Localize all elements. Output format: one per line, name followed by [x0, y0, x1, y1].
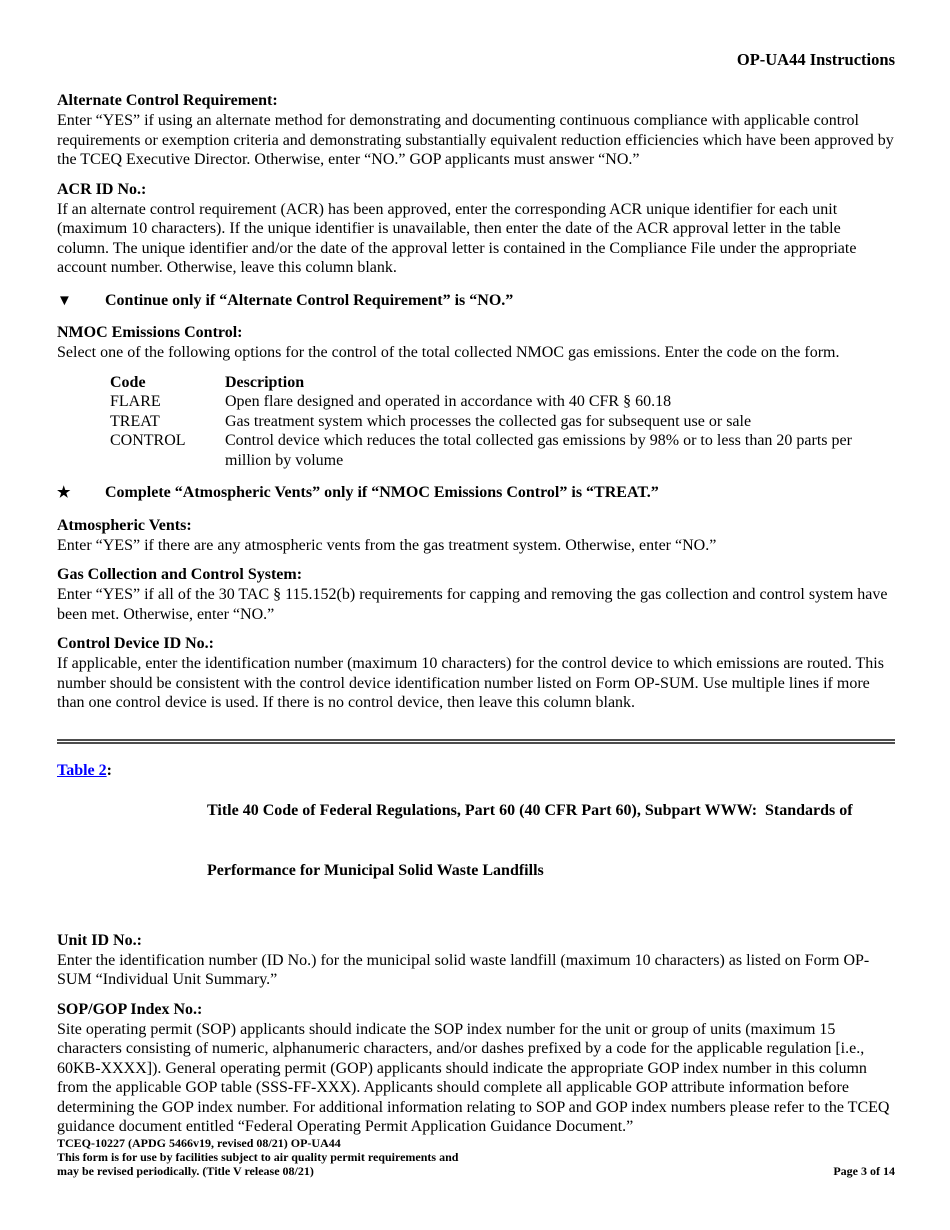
gas-collection-body: Enter “YES” if all of the 30 TAC § 115.152(b) requirements for capping and removing the gas collection and control system have been met. Otherwise, enter “NO.”: [57, 586, 888, 623]
control-device-heading: Control Device ID No.:: [57, 635, 215, 653]
unit-id-body: Enter the identification number (ID No.) for the municipal solid waste landfill (maximum 10 characters) as listed on Form OP-SUM “Individual Unit Summary.”: [57, 951, 870, 989]
continue-note: [57, 291, 895, 311]
table-row: [110, 431, 895, 470]
table2-link[interactable]: Table 2: [57, 761, 107, 779]
unit-id-heading: Unit ID No.:: [57, 931, 142, 949]
sop-gop-body: Site operating permit (SOP) applicants should indicate the SOP index number for the unit or group of units (maximum 15 characters consisting of numeric, alphanumeric characters, and/or dashes prefixed by a code for the applicable regulation [i.e., 60KB-XXXX]). General operating permit (GOP) applicants should indicate the appropriate GOP index number in this column from the applicable GOP table (SSS-FF-XXX). Applicants should complete all applicable GOP attribute information before determining the GOP index number. For additional information relating to SOP and GOP index numbers please refer to the TCEQ guidance document entitled “Federal Operating Permit Application Guidance Document.”: [57, 1020, 890, 1136]
section-unit-id: [57, 931, 895, 990]
description-cell: Open flare designed and operated in accordance with 40 CFR § 60.18: [225, 393, 672, 411]
triangle-down-icon: ▼: [57, 292, 72, 309]
code-cell: TREAT: [110, 412, 160, 430]
description-column-header: Description: [225, 373, 305, 391]
nmoc-heading: NMOC Emissions Control:: [57, 324, 243, 342]
code-cell: CONTROL: [110, 432, 186, 450]
section-alternate-control: [57, 91, 895, 170]
table2-title: [207, 761, 853, 921]
code-column-header: Code: [110, 373, 146, 391]
star-note: [57, 483, 895, 503]
section-control-device: [57, 634, 895, 713]
section-sop-gop: [57, 1000, 895, 1137]
table2-label: [57, 761, 207, 921]
footer-revision-line: may be revised periodically. (Title V release 08/21): [57, 1164, 314, 1178]
alternate-control-body: Enter “YES” if using an alternate method for demonstrating and documenting continuous compliance with applicable control requirements or exemption criteria and demonstrating substantially equivalent reduction efficiencies which have been approved by the TCEQ Executive Director. Otherwise, enter “NO.” GOP applicants must answer “NO.”: [57, 112, 894, 169]
nmoc-body: Select one of the following options for the control of the total collected NMOC gas emissions. Enter the code on the form.: [57, 344, 840, 362]
table-row: [110, 392, 895, 412]
page-footer: [57, 1136, 895, 1178]
control-device-body: If applicable, enter the identification number (maximum 10 characters) for the control device to which emissions are routed. This number should be consistent with the control device identification number listed on Form OP-SUM. Use multiple lines if more than one control device is used. If there is no control device, then leave this column blank.: [57, 655, 884, 712]
star-note-text: Complete “Atmospheric Vents” only if “NMOC Emissions Control” is “TREAT.”: [105, 484, 659, 502]
nmoc-code-table: [57, 373, 895, 471]
table2-heading: [57, 761, 895, 921]
star-icon: ★: [57, 485, 71, 502]
section-atmospheric-vents: [57, 516, 895, 556]
section-gas-collection: [57, 565, 895, 624]
section-divider: [57, 739, 895, 744]
footer-form-id: TCEQ-10227 (APDG 5466v19, revised 08/21) OP-UA44: [57, 1136, 341, 1150]
description-cell: Gas treatment system which processes the collected gas for subsequent use or sale: [225, 412, 752, 430]
table2-colon: :: [106, 761, 112, 779]
section-nmoc: [57, 323, 895, 363]
continue-note-text: Continue only if “Alternate Control Requirement” is “NO.”: [105, 291, 514, 309]
atmospheric-vents-body: Enter “YES” if there are any atmospheric vents from the gas treatment system. Otherwise, enter “NO.”: [57, 536, 717, 554]
acr-id-body: If an alternate control requirement (ACR) has been approved, enter the corresponding ACR unique identifier for each unit (maximum 10 characters). If the unique identifier is unavailable, then enter the date of the ACR approval letter in the table column. The unique identifier and/or the date of the approval letter is contained in the Compliance File under the appropriate account number. Otherwise, leave this column blank.: [57, 200, 857, 277]
acr-id-heading: ACR ID No.:: [57, 180, 147, 198]
footer-usage-line: This form is for use by facilities subject to air quality permit requirements and: [57, 1150, 459, 1164]
table2-title-line2: Performance for Municipal Solid Waste Landfills: [207, 861, 544, 879]
table2-title-line1: Title 40 Code of Federal Regulations, Part 60 (40 CFR Part 60), Subpart WWW: Standards of: [207, 801, 853, 819]
section-acr-id: [57, 180, 895, 278]
code-cell: FLARE: [110, 393, 161, 411]
atmospheric-vents-heading: Atmospheric Vents:: [57, 516, 192, 534]
table-row: [110, 412, 895, 432]
description-cell: Control device which reduces the total collected gas emissions by 98% or to less than 20 parts per million by volume: [225, 432, 852, 469]
gas-collection-heading: Gas Collection and Control System:: [57, 566, 303, 584]
page-number: Page 3 of 14: [833, 1164, 895, 1178]
sop-gop-heading: SOP/GOP Index No.:: [57, 1000, 203, 1018]
alternate-control-heading: Alternate Control Requirement:: [57, 92, 278, 109]
code-table-header-row: [110, 373, 895, 393]
page-header-title: OP-UA44 Instructions: [736, 50, 895, 69]
